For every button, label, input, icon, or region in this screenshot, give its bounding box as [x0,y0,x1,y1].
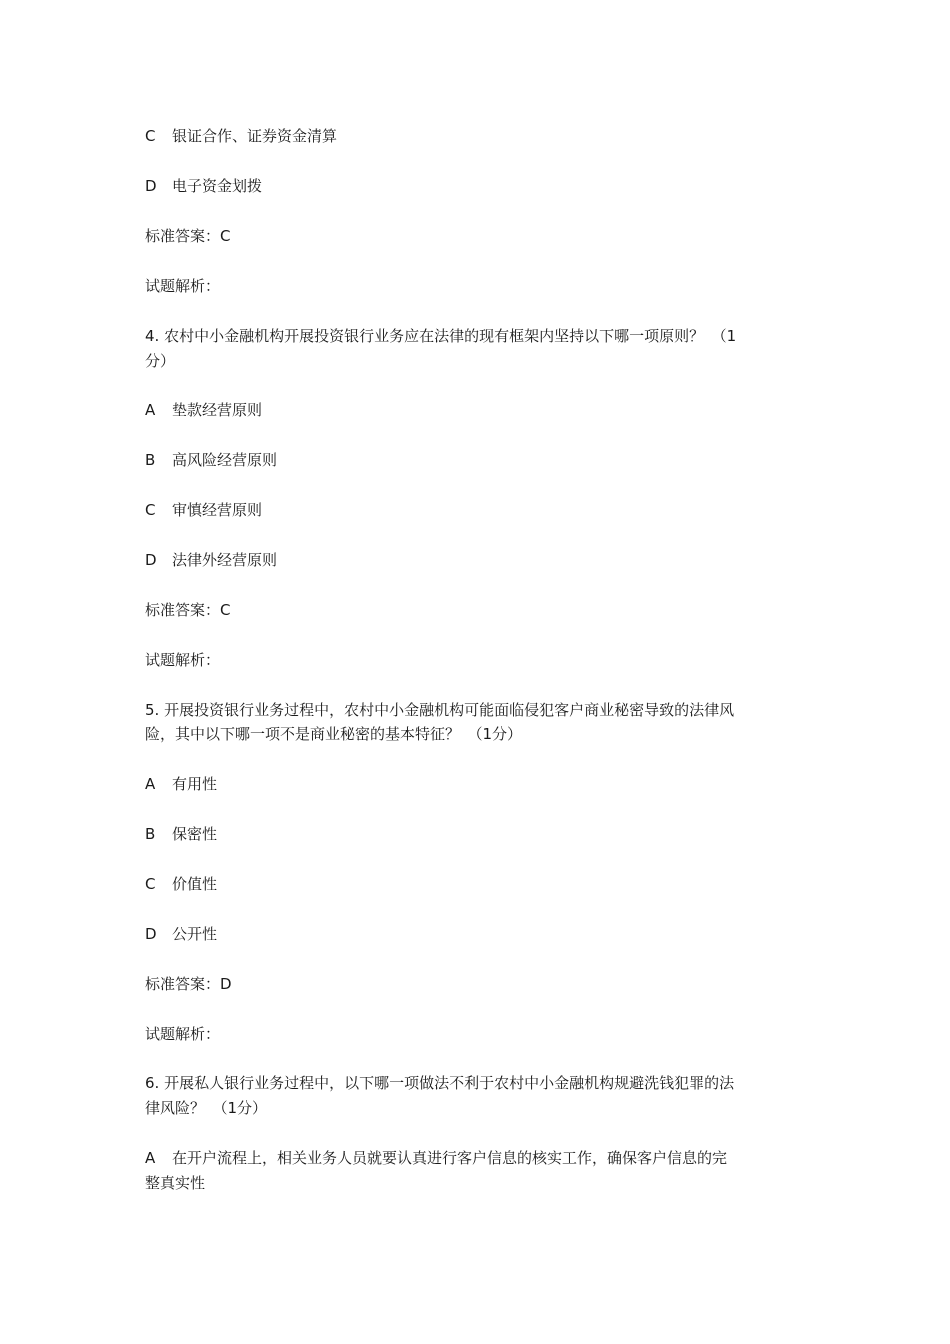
question-4-answer: 标准答案：C [145,601,231,619]
question-4-option-a [145,398,810,423]
option-text: 有用性 [172,775,218,793]
question-5-stem-line1: 5. 开展投资银行业务过程中，农村中小金融机构可能面临侵犯客户商业秘密导致的法律风 [145,701,735,719]
question-4-stem-line1: 4. 农村中小金融机构开展投资银行业务应在法律的现有框架内坚持以下哪一项原则？ （1 [145,327,737,345]
option-text: 高风险经营原则 [172,451,278,469]
question-5-option-b [145,822,810,847]
question-5-analysis: 试题解析： [145,1025,221,1043]
question-5-option-d [145,922,810,947]
option-letter: C [145,875,156,893]
question-5-option-a [145,772,810,797]
question-6-stem-line1: 6. 开展私人银行业务过程中，以下哪一项做法不利于农村中小金融机构规避洗钱犯罪的法 [145,1074,735,1092]
question-6-option-a-line2: 整真实性 [145,1174,206,1192]
question-5-stem-line2: 险，其中以下哪一项不是商业秘密的基本特征？ （1分） [145,725,523,743]
option-letter: D [145,177,157,195]
option-c [145,124,810,149]
question-4-option-b [145,448,810,473]
option-text: 公开性 [172,925,218,943]
option-text: 法律外经营原则 [172,551,278,569]
question-6-option-a-line1 [145,1146,810,1171]
question-4-analysis: 试题解析： [145,651,221,669]
standard-answer: 标准答案：C [145,227,231,245]
question-4-stem-line2: 分） [145,352,176,370]
option-letter: C [145,501,156,519]
option-text: 银证合作、证券资金清算 [172,127,338,145]
option-text: 价值性 [172,875,218,893]
option-letter: A [145,775,156,793]
option-text: 审慎经营原则 [172,501,263,519]
option-text: 保密性 [172,825,218,843]
option-letter: C [145,127,156,145]
question-4-option-d [145,548,810,573]
option-letter: B [145,451,156,469]
option-letter: D [145,925,157,943]
option-text: 在开户流程上，相关业务人员就要认真进行客户信息的核实工作，确保客户信息的完 [172,1149,728,1167]
option-letter: A [145,401,156,419]
option-text: 电子资金划拨 [172,177,263,195]
option-letter: B [145,825,156,843]
question-analysis: 试题解析： [145,277,221,295]
question-6-stem-line2: 律风险？ （1分） [145,1099,268,1117]
option-letter: D [145,551,157,569]
option-letter: A [145,1149,156,1167]
question-5-option-c [145,872,810,897]
option-text: 垫款经营原则 [172,401,263,419]
question-5-answer: 标准答案：D [145,975,232,993]
question-4-option-c [145,498,810,523]
option-d [145,174,810,199]
